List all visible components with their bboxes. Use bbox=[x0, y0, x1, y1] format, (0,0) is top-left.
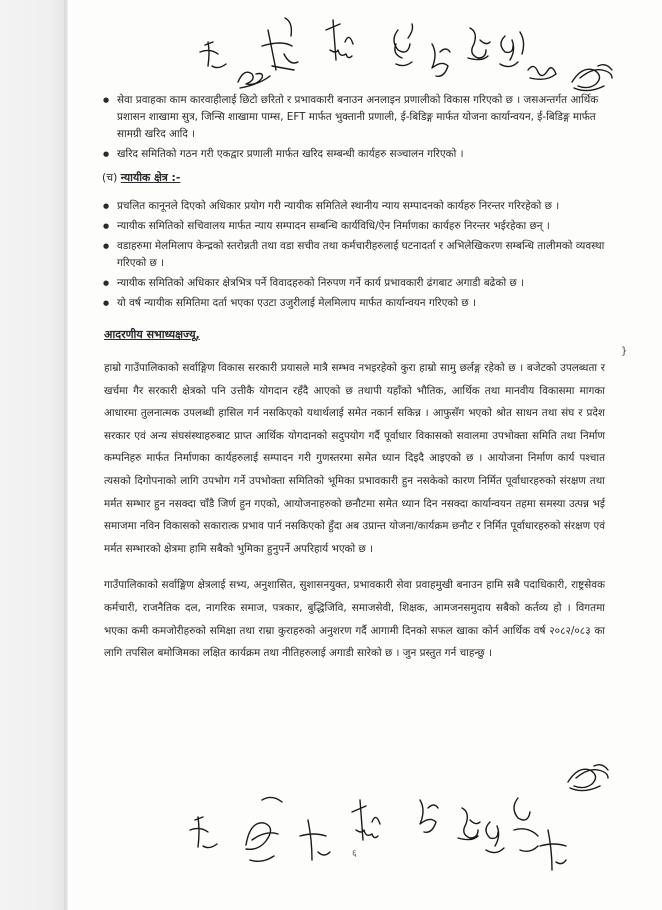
list-item: ● वडाहरुमा मेलमिलाप केन्द्रको स्तरोन्नती तथा वडा सचीव तथा कर्मचारीहरुलाई घटनादर्ता र अभिलेखिकरण सम्बन्धि तालीमको व्यवस्था गरिएको छ । bbox=[100, 238, 605, 272]
list-item: ● यो वर्ष न्यायीक समितिमा दर्ता भएका एउटा उजुरीलाई मेलमिलाप मार्फत कार्यान्वयन गरिएको छ । bbox=[100, 295, 605, 312]
list-item: ● खरिद समितिको गठन गरी एकद्वार प्रणाली मार्फत खरिद सम्बन्धी कार्यहरु सञ्चालन गरिएको । bbox=[100, 146, 605, 163]
list-item: ● न्यायीक समितिको अधिकार क्षेत्रभित्र पर्ने विवादहरुको निरुपण गर्ने कार्य प्रभावकारी ढंगबाट अगाडी बढेको छ । bbox=[100, 275, 605, 292]
service-delivery-list bbox=[100, 92, 605, 163]
scan-margin bbox=[0, 0, 68, 910]
list-item: ● न्यायीक समितिको सचिवालय मार्फत न्याय सम्पादन सम्बन्धि कार्यविधि/ऐन निर्माणका कार्यहरु निरन्तर भईरहेका छन् । bbox=[100, 218, 605, 235]
section-heading-judicial bbox=[102, 169, 605, 186]
document-body bbox=[100, 92, 605, 679]
paragraph: हाम्रो गाउँपालिकाको सर्वाङ्गिण विकास सरकारी प्रयासले मात्रै सम्भव नभइरहेको कुरा हाम्रो सामु छर्लङ्ग रहेको छ । बजेटको उपलब्धता र खर्चमा गैर सरकारी क्षेत्रको पनि उत्तीकै योगदान रहँदै आएको छ तथापी यहाँको भौतिक, आर्थिक तथा मानवीय विकासमा मागका आधारमा तुलनात्मक उपलब्धी हासिल गर्न नसकिएको यथार्थलाई समेत नकार्न सकिन्न । आफुसँग भएको श्रोत साधन तथा संघ र प्रदेश सरकार एवं अन्य संघसंस्थाहरुबाट प्राप्त आर्थिक योगदानको सदुपयोग गर्दै पूर्वाधार विकासको सवालमा उपभोक्ता समिति तथा निर्माण कम्पनिहरु मार्फत निर्माणका कार्यहरुलाई सम्पादन गरी गुणस्तरमा समेत ध्यान दिइदै आइएको छ । आयोजना निर्माण कार्य पश्चात त्यसको दिगोपनाको लागि उपभोग गर्ने उपभोक्ता समितिको भूमिका प्रभावकारी हुन नसकेको कारण निर्मित पूर्वाधारहरुको संरक्षण तथा मर्मत सम्भार हुन नसक्दा चाँडै जिर्ण हुन गएको, आयोजनाहरुको छनौटमा समेत ध्यान दिन नसक्दा कार्यान्वयन तहमा समस्या उत्पन्न भई समाजमा नविन विकासको सकारात्क प्रभाव पार्न नसकिएको हुँदा अब उप्रान्त योजना/कार्यक्रम छनौट र निर्मित पूर्वाधारहरुको संरक्षण एवं मर्मत सम्भारको क्षेत्रमा हामि सबैको भुमिका हुनुपर्ने अपरिहार्य भएको छ । bbox=[104, 362, 605, 555]
section-prefix: (च) bbox=[102, 171, 118, 184]
bottom-mark: ६ bbox=[352, 849, 357, 859]
list-item: ● सेवा प्रवाहका काम कारवाहीलाई छिटो छरितो र प्रभावकारी बनाउन अनलाइन प्रणालीको विकास गरिएको छ । जसअन्तर्गत आर्थिक प्रशासन शाखामा सुत्र, जिन्सि शाखामा पाम्स, EFT मार्फत भुक्तानी प्रणाली, ई-बिडिङ्ग मार्फत योजना कार्यान्वयन, ई-बिडिङ्ग मार्फत सामग्री खरिद आदि । bbox=[100, 92, 605, 143]
margin-mark: } bbox=[621, 346, 628, 357]
section-title: न्यायीक क्षेत्र :- bbox=[120, 171, 181, 184]
judicial-list bbox=[100, 198, 605, 312]
paragraph: गाउँपालिकाको सर्वाङ्गिण क्षेत्रलाई सभ्य, अनुशासित, सुशासनयुक्त, प्रभावकारी सेवा प्रवाहमुखी बनाउन हामि सबै पदाधिकारी, राष्ट्रसेवक कर्मचारी, राजनैतिक दल, नागरिक समाज, पत्रकार, बुद्धिजिवि, समाजसेवी, शिक्षक, आमजनसमुदाय सबैको कर्तव्य हो । विगतमा भएका कमी कमजोरीहरुको समिक्षा तथा राम्रा कुराहरुको अनुशरण गर्दै आगामी दिनको सफल खाका कोर्न आर्थिक वर्ष २०८२/०८३ का लागि तपसिल बमोजिमका लक्षित कार्यक्रम तथा नीतिहरुलाई अगाडी सारेको छ । जुन प्रस्तुत गर्न चाहन्छु । bbox=[104, 579, 605, 660]
salutation: आदरणीय सभाध्यक्षज्यू, bbox=[104, 328, 200, 341]
list-item: ● प्रचलित कानूनले दिएको अधिकार प्रयोग गरी न्यायीक समितिले स्थानीय न्याय सम्पादनको कार्यहरु निरन्तर गरिरहेको छ । bbox=[100, 198, 605, 215]
